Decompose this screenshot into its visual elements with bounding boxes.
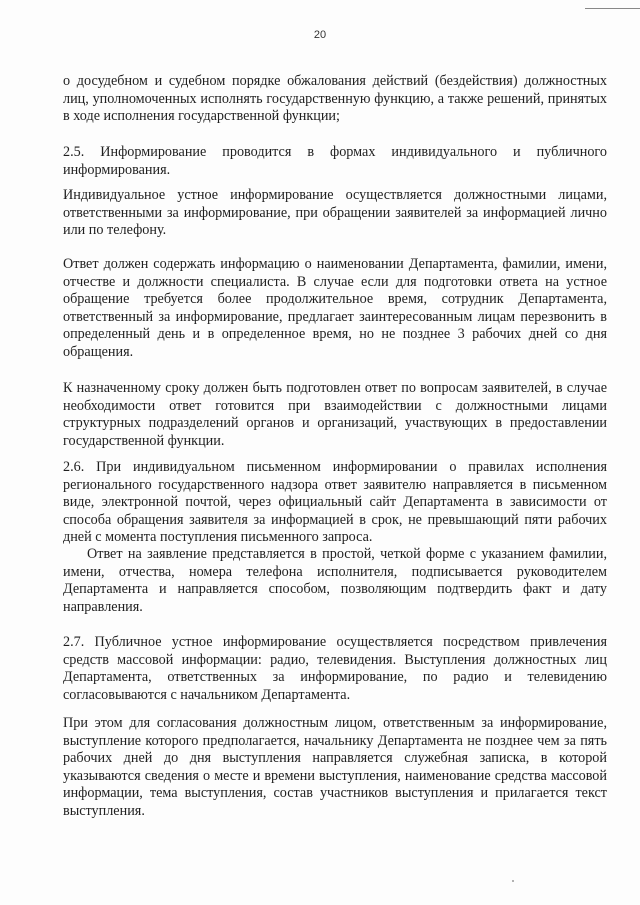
paragraph-appeal-procedure: о досудебном и судебном порядке обжалования действий (бездействия) должностных лиц, уполномоченных исполнять государственную функцию, а также решений, принятых в ходе исполнения государственной функции;	[63, 73, 607, 125]
paragraph-individual-oral-informing: Индивидуальное устное информирование осуществляется должностными лицами, ответственными за информирование, при обращении заявителей за информацией лично или по телефону.	[63, 187, 607, 239]
paragraph-2-6-written-informing: 2.6. При индивидуальном письменном информировании о правилах исполнения регионального государственного надзора ответ заявителю направляется в письменном виде, электронной почтой, через официальный сайт Департамента в зависимости от способа обращения заявителя за информацией в срок, не превышающий пяти рабочих дней с момента поступления письменного запроса.	[63, 459, 607, 546]
paragraph-2-5-informing-forms: 2.5. Информирование проводится в формах индивидуального и публичного информирования.	[63, 144, 607, 178]
paragraph-2-7-public-informing: 2.7. Публичное устное информирование осуществляется посредством привлечения средств массовой информации: радио, телевидения. Выступления должностных лиц Департамента, ответственных за информирование, по радио и телевидению согласовываются с начальником Департамента.	[63, 634, 607, 703]
paragraph-written-answer-form: Ответ на заявление представляется в простой, четкой форме с указанием фамилии, имени, отчества, номера телефона исполнителя, подписывается руководителем Департамента и направляется способом, позволяющим подтвердить факт и дату направления.	[63, 546, 607, 615]
paragraph-answer-deadline: К назначенному сроку должен быть подготовлен ответ по вопросам заявителей, в случае необходимости ответ готовится при взаимодействии с должностными лицами структурных подразделений органов и организаций, участвующих в предоставлении государственной функции.	[63, 380, 607, 449]
paragraph-answer-content: Ответ должен содержать информацию о наименовании Департамента, фамилии, имени, отчестве и должности специалиста. В случае если для подготовки ответа на устное обращение требуется более продолжительное время, сотрудник Департамента, ответственный за информирование, предлагает заинтересованным лицам перезвонить в определенный день и в определенное время, но не позднее 3 рабочих дней со дня обращения.	[63, 256, 607, 360]
scan-speck	[512, 880, 514, 882]
scan-edge-line	[585, 8, 640, 9]
page-number: 20	[313, 29, 327, 41]
paragraph-speech-approval: При этом для согласования должностным лицом, ответственным за информирование, выступление которого предполагается, начальнику Департамента не позднее чем за пять рабочих дней до дня выступления направляется служебная записка, в которой указываются сведения о месте и времени выступления, наименование средства массовой информации, тема выступления, состав участников выступления и прилагается текст выступления.	[63, 715, 607, 819]
